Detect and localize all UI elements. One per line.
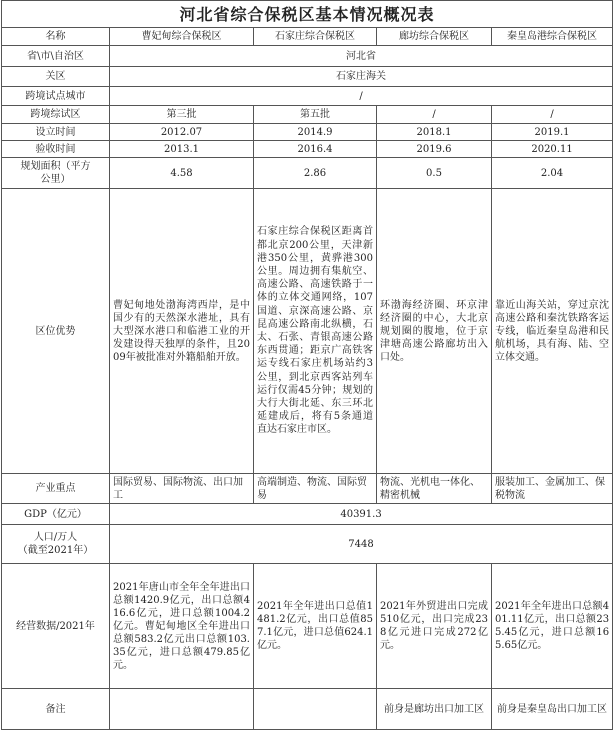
- label-accepted: 验收时间: [2, 141, 110, 158]
- cell-cross-border-zone: 第五批: [254, 106, 377, 124]
- label-population: [2, 525, 110, 564]
- cell-cross-border-zone: /: [492, 106, 613, 124]
- cell-advantage: 环渤海经济圈、环京津经济圈的中心，大北京规划圈的腹地，位于京津塘高速公路廊坊出入口处。: [377, 189, 492, 474]
- label-customs: 关区: [2, 67, 110, 87]
- header-qinhuangdao: 秦皇岛港综合保税区: [492, 28, 613, 46]
- label-population-line1: 人口/万人: [33, 532, 78, 543]
- cell-established: 2012.07: [110, 124, 254, 141]
- label-gdp: GDP（亿元）: [2, 504, 110, 525]
- cell-operations: 2021年唐山市全年全年进出口总额1420.9亿元，出口总额416.6亿元，进口总额1004.2亿元。曹妃甸地区全年进出口总额583.2亿元出口总额103.35亿元，进口总额479.85亿元。: [110, 564, 254, 689]
- cell-industry: 物流、光机电一体化、精密机械: [377, 474, 492, 504]
- row-customs: [2, 67, 613, 87]
- label-population-line2: （截至2021年）: [17, 545, 94, 556]
- cell-established: 2014.9: [254, 124, 377, 141]
- cell-accepted: 2019.6: [377, 141, 492, 158]
- cell-accepted: 2020.11: [492, 141, 613, 158]
- row-operations: [2, 564, 613, 689]
- cell-industry: 服装加工、金属加工、保税物流: [492, 474, 613, 504]
- label-established: 设立时间: [2, 124, 110, 141]
- label-remarks: 备注: [2, 689, 110, 730]
- value-customs: 石家庄海关: [110, 67, 613, 87]
- page-title: 河北省综合保税区基本情况概况表: [2, 1, 613, 28]
- cell-advantage: 曹妃甸地处渤海湾西岸，是中国少有的天然深水港址，具有大型深水港口和临港工业的开发建设得天独厚的条件，且2009年被批准对外籍船舶开放。: [110, 189, 254, 474]
- label-industry: 产业重点: [2, 474, 110, 504]
- value-province: 河北省: [110, 46, 613, 67]
- cell-accepted: 2016.4: [254, 141, 377, 158]
- zone-table: [1, 0, 613, 730]
- value-population: 7448: [110, 525, 613, 564]
- row-population: [2, 525, 613, 564]
- header-name: 名称: [2, 28, 110, 46]
- cell-area: 0.5: [377, 158, 492, 189]
- row-established: [2, 124, 613, 141]
- title-row: [2, 1, 613, 28]
- row-province: [2, 46, 613, 67]
- value-cross-border-city: /: [110, 87, 613, 106]
- cell-remarks: [110, 689, 254, 730]
- row-cross-border-zone: [2, 106, 613, 124]
- row-remarks: [2, 689, 613, 730]
- header-caofeidian: 曹妃甸综合保税区: [110, 28, 254, 46]
- cell-operations: 2021年全年进出口总值1481.2亿元，出口总值857.1亿元，进口总值624.1亿元。: [254, 564, 377, 689]
- cell-established: 2019.1: [492, 124, 613, 141]
- cell-remarks: 前身是秦皇岛出口加工区: [492, 689, 613, 730]
- label-cross-border-city: 跨境试点城市: [2, 87, 110, 106]
- cell-operations: 2021年全年进出口总额401.11亿元，出口总额235.45亿元，进口总额165.65亿元。: [492, 564, 613, 689]
- cell-cross-border-zone: /: [377, 106, 492, 124]
- row-area: [2, 158, 613, 189]
- cell-area: 2.86: [254, 158, 377, 189]
- cell-accepted: 2013.1: [110, 141, 254, 158]
- header-shijiazhuang: 石家庄综合保税区: [254, 28, 377, 46]
- header-langfang: 廊坊综合保税区: [377, 28, 492, 46]
- row-cross-border-city: [2, 87, 613, 106]
- cell-industry: 国际贸易、国际物流、出口加工: [110, 474, 254, 504]
- cell-operations: 2021年外贸进出口完成510亿元，出口完成238亿元进口完成272亿元。: [377, 564, 492, 689]
- row-gdp: [2, 504, 613, 525]
- cell-established: 2018.1: [377, 124, 492, 141]
- cell-area: 2.04: [492, 158, 613, 189]
- label-operations: 经营数据/2021年: [2, 564, 110, 689]
- cell-remarks: [254, 689, 377, 730]
- value-gdp: 40391.3: [110, 504, 613, 525]
- cell-area: 4.58: [110, 158, 254, 189]
- row-industry: [2, 474, 613, 504]
- cell-advantage: 石家庄综合保税区距离首都北京200公里，天津新港350公里，黄骅港300公里。周边拥有集航空、高速公路、高速铁路于一体的立体交通网络，107国道、京深高速公路、京昆高速公路南北纵横，石太、石张、青银高速公路东西贯通；距京广高铁客运专线石家庄机场站约3公里，到北京西客站列车运行仅需45分钟；规划的大行大街北延、东三环北延建成后，将有5条通道直达石家庄市区。: [254, 189, 377, 474]
- cell-advantage: 靠近山海关站，穿过京沈高速公路和秦沈铁路客运专线，临近秦皇岛港和民航机场，具有海、陆、空立体交通。: [492, 189, 613, 474]
- label-cross-border-zone: 跨境综试区: [2, 106, 110, 124]
- label-province: 省\市\自治区: [2, 46, 110, 67]
- cell-cross-border-zone: 第三批: [110, 106, 254, 124]
- row-accepted: [2, 141, 613, 158]
- header-row: [2, 28, 613, 46]
- cell-remarks: 前身是廊坊出口加工区: [377, 689, 492, 730]
- cell-industry: 高端制造、物流、国际贸易: [254, 474, 377, 504]
- label-area: 规划面积（平方公里）: [2, 158, 110, 189]
- label-advantage: 区位优势: [2, 189, 110, 474]
- row-advantage: [2, 189, 613, 474]
